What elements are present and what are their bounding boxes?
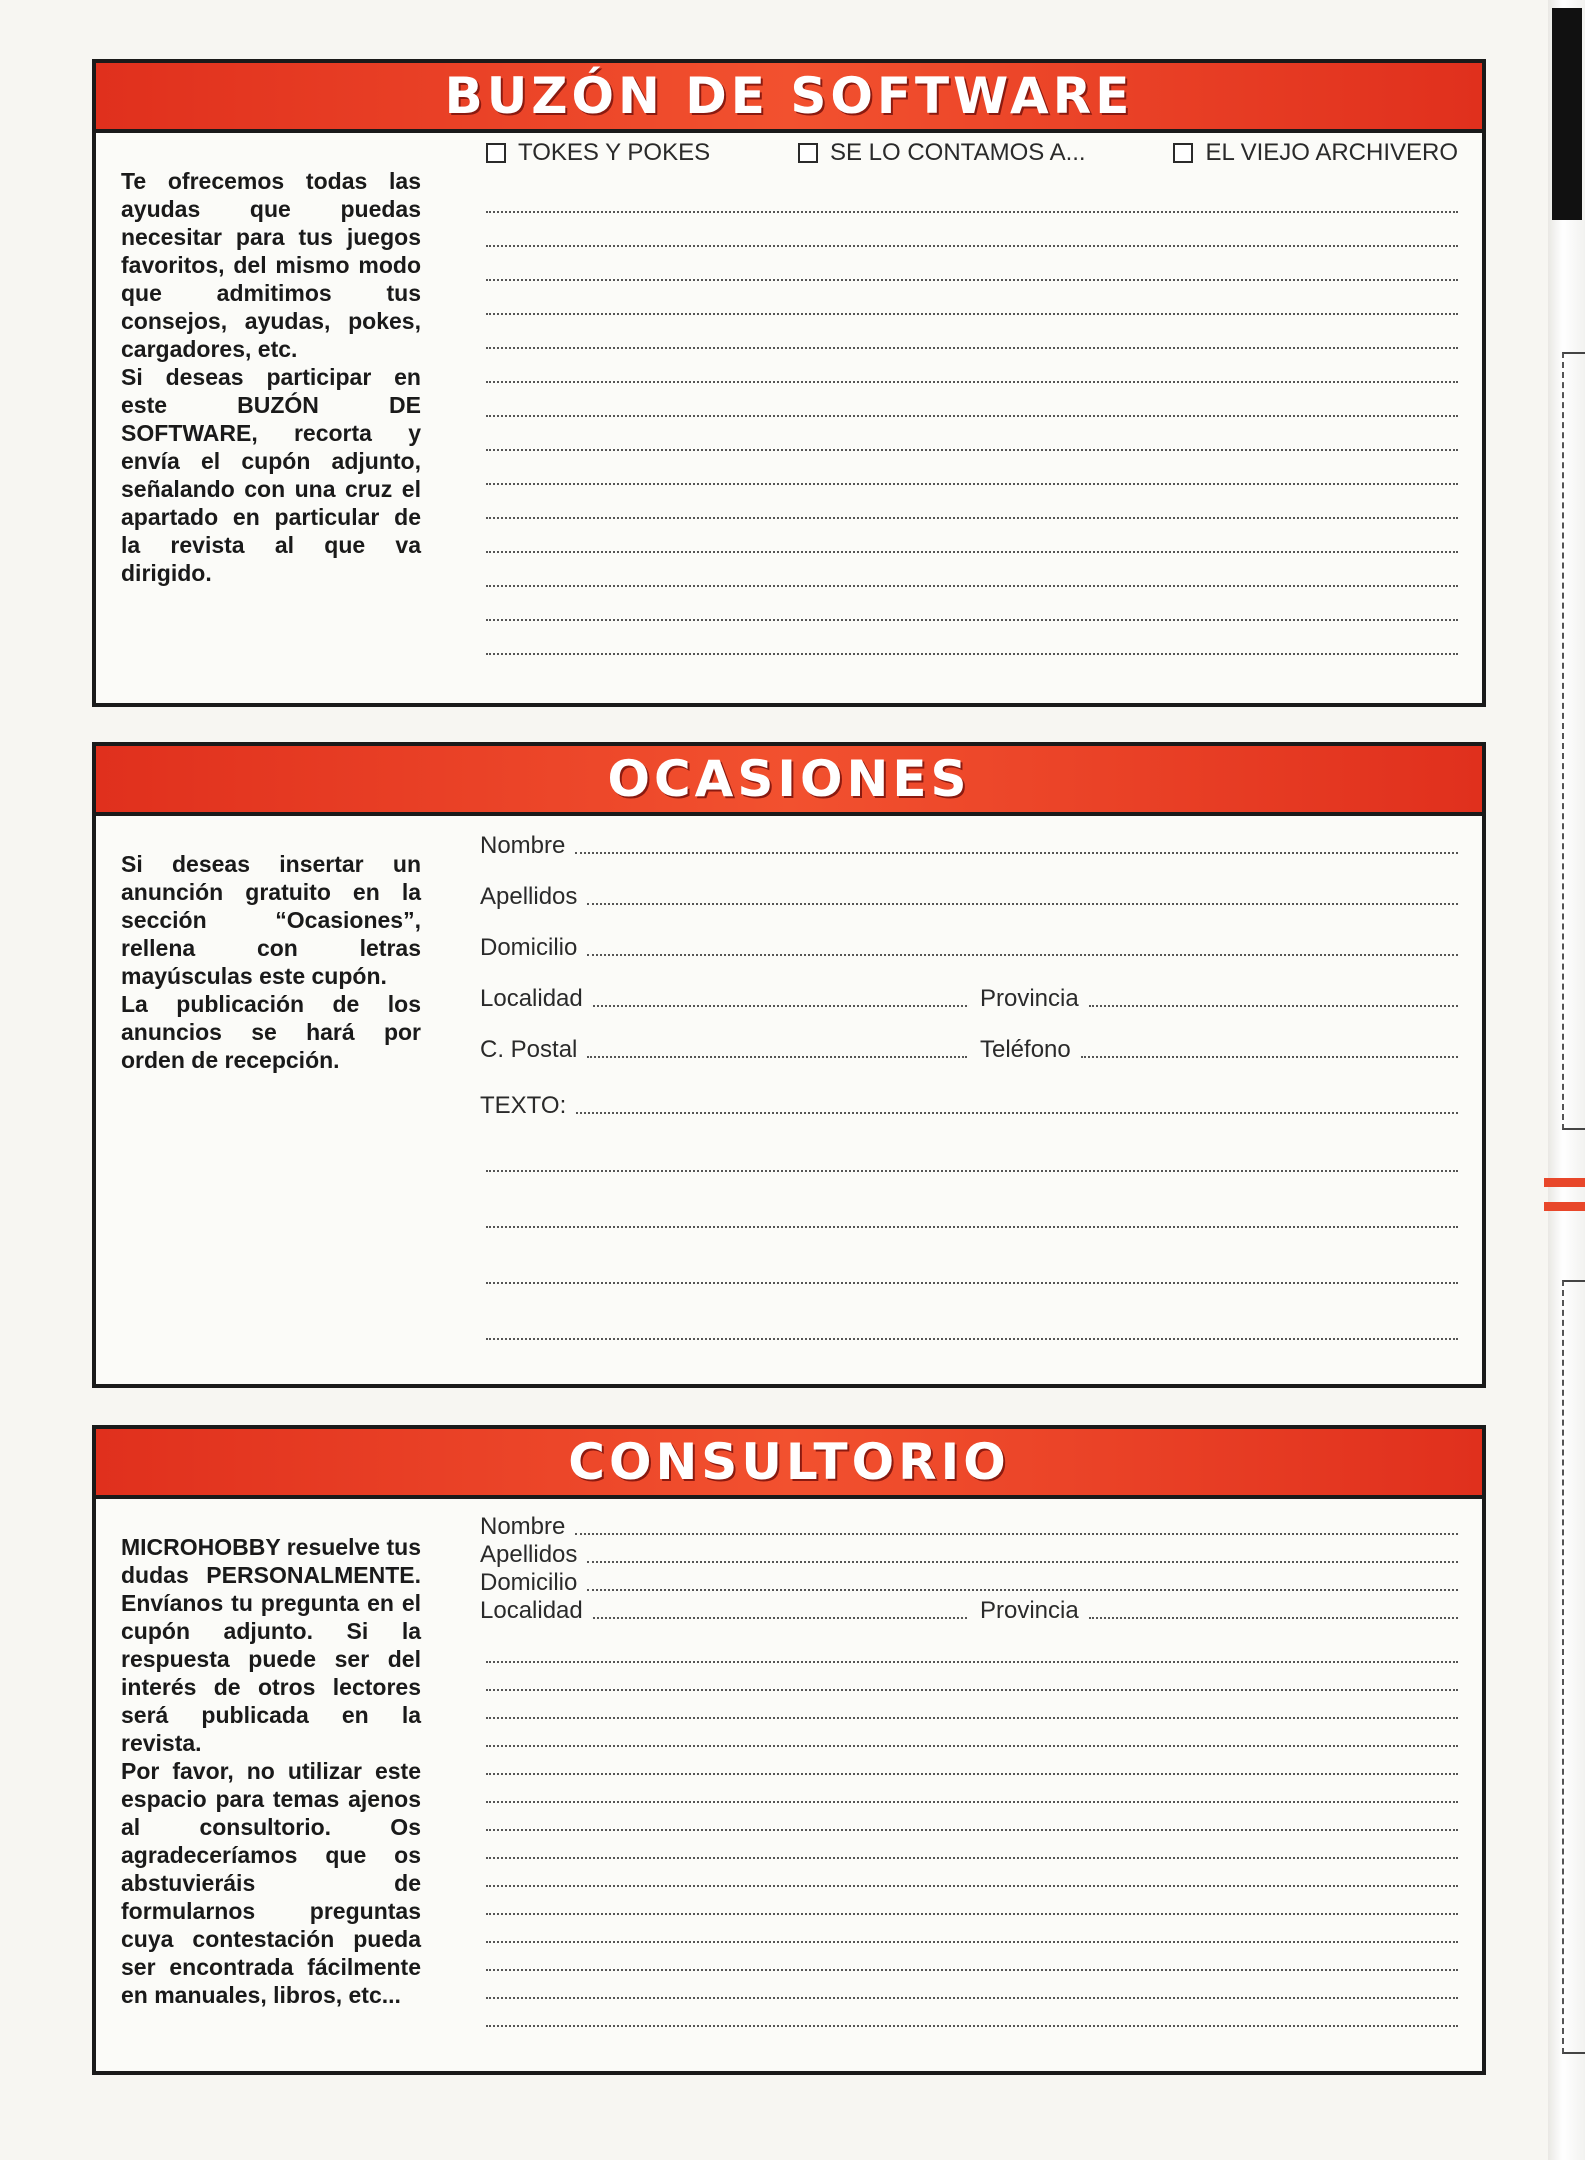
page-edge-red-mark [1544, 1202, 1585, 1211]
page-edge-red-mark [1544, 1178, 1585, 1187]
postal-field[interactable] [480, 1036, 967, 1064]
option-label: TOKES Y POKES [518, 139, 711, 166]
postal-line[interactable] [587, 1056, 967, 1058]
option-label: EL VIEJO ARCHIVERO [1205, 139, 1458, 166]
write-line[interactable] [486, 483, 1458, 485]
buzon-title: BUZÓN DE SOFTWARE [444, 67, 1134, 125]
write-line[interactable] [486, 1941, 1458, 1943]
page-edge-cut-line [1562, 1280, 1585, 2054]
c-apellidos-line[interactable] [587, 1561, 1458, 1563]
nombre-line[interactable] [575, 852, 1458, 854]
write-line[interactable] [486, 653, 1458, 655]
write-line[interactable] [486, 279, 1458, 281]
write-line[interactable] [486, 1717, 1458, 1719]
consultorio-intro [121, 1533, 421, 2009]
write-line[interactable] [486, 585, 1458, 587]
write-line[interactable] [486, 1913, 1458, 1915]
telefono-line[interactable] [1081, 1056, 1458, 1058]
localidad-label: Localidad [480, 985, 583, 1012]
texto-line[interactable] [576, 1112, 1458, 1114]
c-nombre-field[interactable] [480, 1513, 1458, 1541]
option-tokes-y-pokes[interactable] [486, 139, 710, 167]
buzon-intro-p1: Te ofrecemos todas las ayudas que puedas necesitar para tus juegos favoritos, del mismo modo que admitimos tus consejos, ayudas, pokes, cargadores, etc. [121, 168, 421, 362]
option-se-lo-contamos[interactable] [798, 139, 1086, 167]
ocasiones-intro-p2: La publicación de los anuncios se hará por orden de recepción. [121, 991, 421, 1073]
c-domicilio-field[interactable] [480, 1569, 1458, 1597]
apellidos-line[interactable] [587, 903, 1458, 905]
checkbox-icon[interactable] [486, 143, 506, 163]
checkbox-icon[interactable] [798, 143, 818, 163]
write-line[interactable] [486, 1857, 1458, 1859]
option-label: SE LO CONTAMOS A... [829, 139, 1086, 166]
write-line[interactable] [486, 1969, 1458, 1971]
c-localidad-field[interactable] [480, 1597, 967, 1625]
buzon-coupon [92, 59, 1486, 707]
write-line[interactable] [486, 211, 1458, 213]
telefono-field[interactable] [980, 1036, 1458, 1064]
checkbox-icon[interactable] [1173, 143, 1193, 163]
write-line[interactable] [486, 1338, 1458, 1340]
c-provincia-label: Provincia [980, 1597, 1079, 1624]
page-edge-cut-line [1562, 352, 1585, 1130]
c-nombre-label: Nombre [480, 1513, 566, 1540]
provincia-line[interactable] [1089, 1005, 1458, 1007]
write-line[interactable] [486, 1170, 1458, 1172]
write-line[interactable] [486, 1997, 1458, 1999]
c-domicilio-label: Domicilio [480, 1569, 578, 1596]
write-line[interactable] [486, 1661, 1458, 1663]
write-line[interactable] [486, 517, 1458, 519]
provincia-label: Provincia [980, 985, 1079, 1012]
ocasiones-intro-p1: Si deseas insertar un anunción gratuito en la sección “Ocasiones”, rellena con letras mayúsculas este cupón. [121, 851, 421, 989]
write-line[interactable] [486, 2025, 1458, 2027]
option-viejo-archivero[interactable] [1173, 139, 1458, 167]
domicilio-field[interactable] [480, 934, 1458, 962]
write-line[interactable] [486, 1829, 1458, 1831]
buzon-intro [121, 167, 421, 587]
buzon-intro-p2: Si deseas participar en este BUZÓN DE SOFTWARE, recorta y envía el cupón adjunto, señalando con una cruz el apartado en particular de la revista al que va dirigido. [121, 364, 421, 586]
apellidos-label: Apellidos [480, 883, 578, 910]
write-line[interactable] [486, 381, 1458, 383]
consultorio-intro-p2: Por favor, no utilizar este espacio para temas ajenos al consultorio. Os agradeceríamos que os abstuvieráis de formularnos preguntas cuya contestación pueda ser encontrada fácilmente en manuales, libros, etc... [121, 1758, 421, 2008]
ocasiones-title: OCASIONES [607, 750, 971, 808]
texto-label: TEXTO: [480, 1092, 567, 1119]
write-line[interactable] [486, 1689, 1458, 1691]
write-line[interactable] [486, 1801, 1458, 1803]
consultorio-title: CONSULTORIO [568, 1433, 1010, 1491]
write-line[interactable] [486, 1282, 1458, 1284]
nombre-label: Nombre [480, 832, 566, 859]
ocasiones-banner [96, 746, 1482, 816]
ocasiones-coupon [92, 742, 1486, 1388]
nombre-field[interactable] [480, 832, 1458, 860]
c-nombre-line[interactable] [575, 1533, 1458, 1535]
write-line[interactable] [486, 1885, 1458, 1887]
page-edge-black-strip [1552, 8, 1582, 220]
write-line[interactable] [486, 1745, 1458, 1747]
c-localidad-label: Localidad [480, 1597, 583, 1624]
buzon-banner [96, 63, 1482, 133]
write-line[interactable] [486, 1773, 1458, 1775]
write-line[interactable] [486, 619, 1458, 621]
provincia-field[interactable] [980, 985, 1458, 1013]
write-line[interactable] [486, 245, 1458, 247]
domicilio-label: Domicilio [480, 934, 578, 961]
write-line[interactable] [486, 551, 1458, 553]
write-line[interactable] [486, 1226, 1458, 1228]
write-line[interactable] [486, 313, 1458, 315]
write-line[interactable] [486, 415, 1458, 417]
c-provincia-field[interactable] [980, 1597, 1458, 1625]
localidad-field[interactable] [480, 985, 967, 1013]
c-provincia-line[interactable] [1089, 1617, 1458, 1619]
c-localidad-line[interactable] [593, 1617, 967, 1619]
c-domicilio-line[interactable] [587, 1589, 1458, 1591]
localidad-line[interactable] [593, 1005, 967, 1007]
domicilio-line[interactable] [587, 954, 1458, 956]
write-line[interactable] [486, 449, 1458, 451]
buzon-options [486, 139, 1458, 167]
write-line[interactable] [486, 347, 1458, 349]
consultorio-banner [96, 1429, 1482, 1499]
postal-label: C. Postal [480, 1036, 578, 1063]
consultorio-intro-p1: MICROHOBBY resuelve tus dudas PERSONALMENTE. Envíanos tu pregunta en el cupón adjunto. Si la respuesta puede ser del interés de otros lectores será publicada en la revista. [121, 1534, 421, 1756]
texto-field[interactable] [480, 1092, 1458, 1120]
consultorio-coupon [92, 1425, 1486, 2075]
c-apellidos-label: Apellidos [480, 1541, 578, 1568]
ocasiones-intro [121, 850, 421, 1074]
c-apellidos-field[interactable] [480, 1541, 1458, 1569]
apellidos-field[interactable] [480, 883, 1458, 911]
telefono-label: Teléfono [980, 1036, 1071, 1063]
